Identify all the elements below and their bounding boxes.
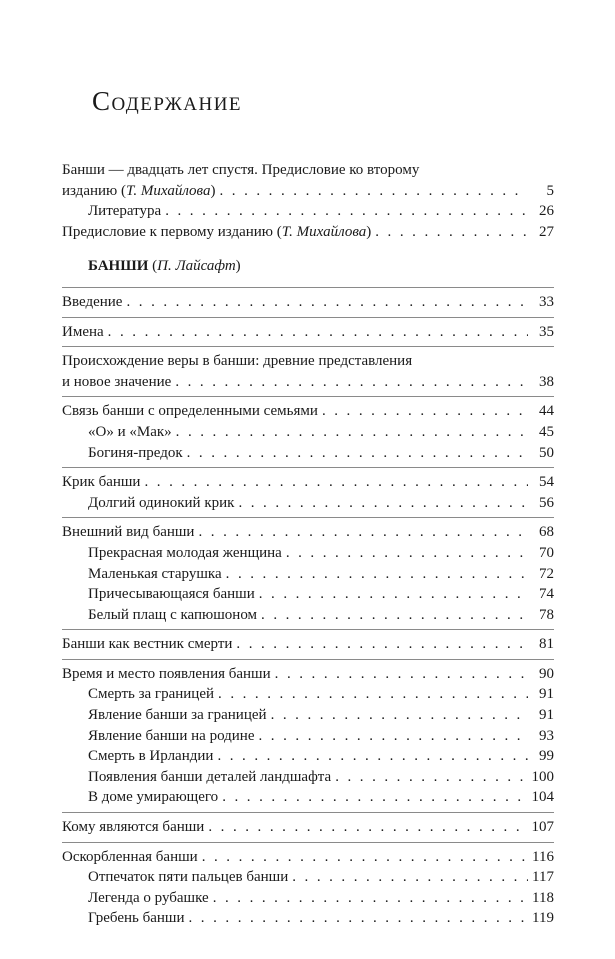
toc-page-number: 33 [539, 293, 554, 310]
dot-leader [187, 443, 528, 464]
divider [62, 317, 554, 318]
toc-page-number: 99 [539, 748, 554, 765]
toc-subentry[interactable] [62, 443, 554, 464]
toc-subentry[interactable] [62, 705, 554, 726]
toc-page-number: 26 [539, 203, 554, 220]
toc-entry[interactable] [62, 322, 554, 343]
dot-leader [165, 201, 528, 222]
toc-entry-label: Крик банши [62, 474, 141, 491]
dot-leader [219, 181, 528, 202]
toc-subentry[interactable] [62, 908, 554, 929]
dot-leader [208, 817, 527, 838]
toc-entry-label: Кому являются банши [62, 819, 205, 836]
toc-page-number: 93 [539, 727, 554, 744]
toc-subentry[interactable] [62, 888, 554, 909]
dot-leader [213, 888, 528, 909]
dot-leader [108, 322, 528, 343]
toc-entry-label: Банши как вестник смерти [62, 636, 233, 653]
toc-page-number: 116 [532, 848, 554, 865]
toc-entry-label: Белый плащ с капюшоном [88, 606, 258, 623]
dot-leader [259, 584, 528, 605]
dot-leader [335, 767, 527, 788]
toc-entry[interactable] [62, 472, 554, 493]
toc-entry-label: Отпечаток пяти пальцев банши [88, 869, 289, 886]
toc-entry-label: Внешний вид банши [62, 524, 195, 541]
toc-page-number: 44 [539, 403, 554, 420]
toc-subentry[interactable] [62, 605, 554, 626]
toc-page-number: 27 [539, 223, 554, 240]
toc-page-number: 72 [539, 565, 554, 582]
dot-leader [226, 564, 528, 585]
dot-leader [202, 847, 528, 868]
toc-entry-label: изданию (Т. Михайлова) [62, 182, 216, 199]
section-heading: БАНШИ (П. Лайсафт) [88, 258, 241, 275]
toc-entry-label: Время и место появления банши [62, 665, 271, 682]
toc-entry-origin-line1: Происхождение веры в банши: древние представления [62, 353, 413, 370]
toc-page-number: 5 [546, 182, 554, 199]
toc-page-number: 38 [539, 373, 554, 390]
toc-page-number: 74 [539, 586, 554, 603]
toc-page-number: 100 [531, 768, 554, 785]
dot-leader [261, 605, 528, 626]
toc-entry[interactable] [62, 401, 554, 422]
toc-page-number: 107 [531, 819, 554, 836]
toc-page-number: 70 [539, 544, 554, 561]
toc-entry-label: Смерть в Ирландии [88, 748, 214, 765]
dot-leader [238, 493, 528, 514]
dot-leader [286, 543, 528, 564]
divider [62, 629, 554, 630]
divider [62, 467, 554, 468]
toc-entry-label: Литература [88, 203, 162, 220]
divider [62, 517, 554, 518]
table-of-contents [62, 160, 554, 929]
dot-leader [236, 634, 528, 655]
toc-entry-label: Связь банши с определенными семьями [62, 403, 318, 420]
toc-page-number: 104 [531, 789, 554, 806]
toc-entry-literature[interactable] [62, 201, 554, 222]
dot-leader [275, 664, 528, 685]
toc-entry-label: Прекрасная молодая женщина [88, 544, 282, 561]
toc-entry-label: Причесывающаяся банши [88, 586, 255, 603]
toc-entry-label: Явление банши на родине [88, 727, 255, 744]
toc-entry-label: Долгий одинокий крик [88, 494, 235, 511]
dot-leader [292, 867, 528, 888]
toc-page-number: 56 [539, 494, 554, 511]
dot-leader [217, 746, 528, 767]
dot-leader [144, 472, 528, 493]
toc-entry-label: Смерть за границей [88, 686, 215, 703]
divider [62, 287, 554, 288]
toc-subentry[interactable] [62, 787, 554, 808]
toc-page-number: 35 [539, 323, 554, 340]
toc-entry[interactable] [62, 522, 554, 543]
toc-entry-origin[interactable] [62, 372, 554, 393]
toc-subentry[interactable] [62, 493, 554, 514]
toc-subentry[interactable] [62, 422, 554, 443]
dot-leader [218, 684, 528, 705]
toc-entry-label: Имена [62, 323, 104, 340]
toc-entry-label: Явление банши за границей [88, 707, 267, 724]
toc-page-number: 45 [539, 423, 554, 440]
dot-leader [271, 705, 528, 726]
toc-entry[interactable] [62, 634, 554, 655]
toc-subentry[interactable] [62, 564, 554, 585]
divider [62, 659, 554, 660]
divider [62, 812, 554, 813]
dot-leader [175, 372, 528, 393]
toc-entry-label: Гребень банши [88, 910, 185, 927]
toc-entry-label: Богиня-предок [88, 444, 183, 461]
dot-leader [322, 401, 528, 422]
dot-leader [176, 422, 528, 443]
toc-entry[interactable] [62, 847, 554, 868]
divider [62, 396, 554, 397]
dot-leader [222, 787, 527, 808]
toc-entry-label: и новое значение [62, 373, 172, 390]
divider [62, 842, 554, 843]
toc-entry-preface-line1: Банши — двадцать лет спустя. Предисловие ко второму [62, 162, 420, 178]
toc-page-number: 118 [532, 889, 554, 906]
toc-subentry[interactable] [62, 543, 554, 564]
toc-subentry[interactable] [62, 746, 554, 767]
toc-entry-label: «О» и «Мак» [88, 423, 172, 440]
toc-entry-label: Маленькая старушка [88, 565, 222, 582]
dot-leader [189, 908, 529, 929]
toc-entry-label: Предисловие к первому изданию (Т. Михайлова) [62, 223, 372, 240]
toc-page-number: 91 [539, 686, 554, 703]
toc-page-number: 78 [539, 606, 554, 623]
toc-entry-label: Появления банши деталей ландшафта [88, 768, 332, 785]
toc-page-number: 91 [539, 707, 554, 724]
toc-page-number: 119 [532, 910, 554, 927]
dot-leader [198, 522, 528, 543]
toc-entry[interactable] [62, 664, 554, 685]
toc-page-number: 90 [539, 665, 554, 682]
page-title: Содержание [92, 86, 243, 116]
toc-page-number: 50 [539, 444, 554, 461]
dot-leader [375, 222, 528, 243]
toc-subentry[interactable] [62, 726, 554, 747]
toc-page-number: 54 [539, 474, 554, 491]
dot-leader [259, 726, 529, 747]
toc-entry-preface[interactable] [62, 181, 554, 202]
toc-entry-label: Оскорбленная банши [62, 848, 198, 865]
toc-entry-first-preface[interactable] [62, 222, 554, 243]
toc-subentry[interactable] [62, 867, 554, 888]
toc-subentry[interactable] [62, 684, 554, 705]
toc-entry-label: Легенда о рубашке [88, 889, 209, 906]
toc-subentry[interactable] [62, 767, 554, 788]
toc-page-number: 81 [539, 636, 554, 653]
toc-entry-label: В доме умирающего [88, 789, 219, 806]
toc-entry[interactable] [62, 292, 554, 313]
toc-page-number: 68 [539, 524, 554, 541]
divider [62, 346, 554, 347]
dot-leader [126, 292, 528, 313]
toc-entry-label: Введение [62, 293, 123, 310]
toc-subentry[interactable] [62, 584, 554, 605]
toc-entry[interactable] [62, 817, 554, 838]
toc-page-number: 117 [532, 869, 554, 886]
